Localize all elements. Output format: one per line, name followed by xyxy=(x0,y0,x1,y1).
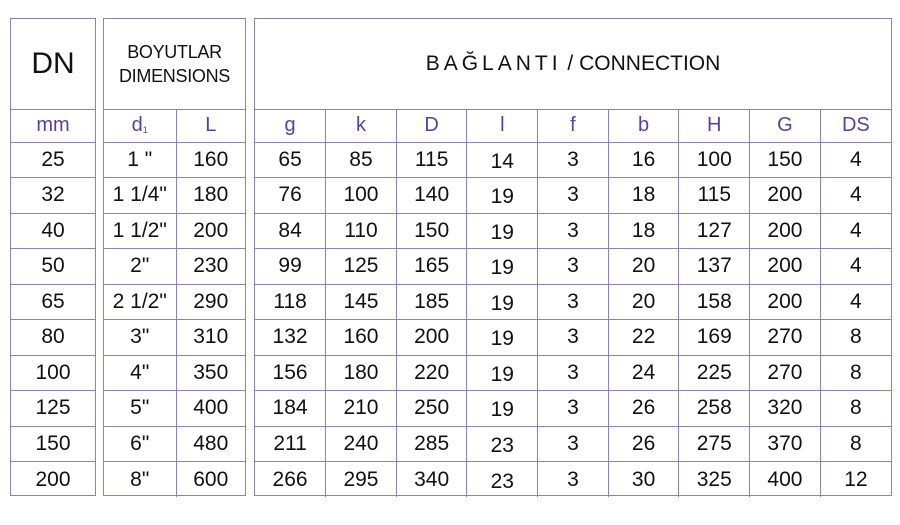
connection-value: 23 xyxy=(490,469,514,493)
connection-cell-b xyxy=(608,284,679,320)
connection-cell-G xyxy=(750,355,821,391)
connection-cell-b xyxy=(608,142,679,178)
connection-value: 125 xyxy=(343,254,379,278)
connection-value: 145 xyxy=(343,289,379,313)
table-row xyxy=(255,462,891,498)
table-row xyxy=(255,213,891,249)
connection-unit-l: l xyxy=(467,109,538,142)
connection-cell-G xyxy=(750,284,821,320)
d1-cell: 3" xyxy=(104,320,176,356)
connection-cell-l xyxy=(467,178,538,214)
connection-cell-l xyxy=(467,284,538,320)
connection-value: 160 xyxy=(343,325,379,349)
connection-value: 400 xyxy=(767,467,803,491)
connection-cell-DS xyxy=(820,391,891,427)
connection-value: 132 xyxy=(272,325,308,349)
connection-value: 165 xyxy=(414,254,450,278)
table-row xyxy=(104,213,245,249)
connection-cell-l xyxy=(467,391,538,427)
connection-value: 270 xyxy=(767,360,803,384)
connection-value: 8 xyxy=(850,431,862,455)
connection-cell-g xyxy=(255,462,326,498)
connection-cell-b xyxy=(608,249,679,285)
connection-value: 4 xyxy=(850,254,862,278)
connection-cell-H xyxy=(679,178,750,214)
L-cell: 600 xyxy=(176,462,245,498)
connection-cell-DS xyxy=(820,178,891,214)
boyutlar-label: BOYUTLAR xyxy=(127,41,222,62)
dn-table xyxy=(11,19,95,497)
connection-separator: / xyxy=(567,51,574,75)
connection-value: 20 xyxy=(631,289,656,313)
table-row xyxy=(11,213,95,249)
connection-value: 258 xyxy=(696,396,732,420)
connection-value: 19 xyxy=(490,398,514,422)
connection-value: 275 xyxy=(696,431,732,455)
connection-cell-D xyxy=(396,142,467,178)
connection-value: 110 xyxy=(344,218,378,242)
connection-value: 370 xyxy=(767,431,803,455)
connection-value: 3 xyxy=(567,147,579,171)
d1-cell: 6" xyxy=(104,426,176,462)
connection-cell-DS xyxy=(820,426,891,462)
table-row xyxy=(11,142,95,178)
connection-value: 30 xyxy=(631,467,656,491)
connection-cell-DS xyxy=(820,355,891,391)
connection-value: 184 xyxy=(272,396,308,420)
table-row xyxy=(11,249,95,285)
connection-cell-DS xyxy=(820,142,891,178)
connection-cell-b xyxy=(608,355,679,391)
connection-cell-g xyxy=(255,355,326,391)
connection-value: 20 xyxy=(631,254,656,278)
connection-unit-D: D xyxy=(396,109,467,142)
connection-label: CONNECTION xyxy=(579,51,721,75)
connection-cell-H xyxy=(679,249,750,285)
connection-cell-DS xyxy=(820,213,891,249)
connection-value: 19 xyxy=(490,291,514,315)
connection-cell-f xyxy=(538,391,609,427)
dn-cell: 65 xyxy=(11,284,95,320)
L-cell: 400 xyxy=(176,391,245,427)
connection-cell-H xyxy=(679,142,750,178)
table-row xyxy=(11,320,95,356)
connection-cell-D xyxy=(396,355,467,391)
connection-cell-b xyxy=(608,178,679,214)
table-row xyxy=(255,355,891,391)
table-row xyxy=(11,426,95,462)
connection-value: 325 xyxy=(696,467,732,491)
connection-header xyxy=(255,19,891,109)
connection-value: 99 xyxy=(278,254,302,278)
connection-value: 211 xyxy=(273,431,307,455)
d1-unit xyxy=(104,109,176,142)
connection-value: 3 xyxy=(567,183,579,207)
L-cell: 230 xyxy=(176,249,245,285)
connection-cell-f xyxy=(538,249,609,285)
connection-value: 210 xyxy=(343,396,379,420)
connection-value: 19 xyxy=(490,220,514,244)
table-row xyxy=(255,391,891,427)
connection-cell-D xyxy=(396,391,467,427)
table-row xyxy=(104,178,245,214)
connection-cell-g xyxy=(255,142,326,178)
connection-value: 3 xyxy=(567,218,579,242)
connection-cell-G xyxy=(750,213,821,249)
connection-value: 3 xyxy=(567,431,579,455)
connection-value: 100 xyxy=(696,147,732,171)
connection-value: 250 xyxy=(414,396,450,420)
connection-cell-k xyxy=(326,142,397,178)
dn-cell: 150 xyxy=(11,426,95,462)
dn-cell: 200 xyxy=(11,462,95,498)
baglanti-label: BAĞLANTI xyxy=(425,51,562,75)
connection-cell-DS xyxy=(820,284,891,320)
connection-value: 22 xyxy=(631,325,656,349)
dimensions-header xyxy=(104,19,245,109)
connection-value: 8 xyxy=(850,396,862,420)
d1-subscript: 1 xyxy=(142,125,148,135)
connection-cell-k xyxy=(326,320,397,356)
connection-value: 295 xyxy=(343,467,379,491)
connection-cell-f xyxy=(538,213,609,249)
table-row xyxy=(255,142,891,178)
connection-value: 19 xyxy=(490,256,514,280)
connection-cell-DS xyxy=(820,249,891,285)
connection-cell-g xyxy=(255,213,326,249)
connection-cell-g xyxy=(255,426,326,462)
connection-cell-b xyxy=(608,462,679,498)
dn-cell: 40 xyxy=(11,213,95,249)
connection-value: 156 xyxy=(272,360,308,384)
table-row xyxy=(11,178,95,214)
connection-value: 185 xyxy=(414,289,450,313)
connection-value: 100 xyxy=(343,183,379,207)
connection-value: 127 xyxy=(696,218,732,242)
dimensions-table xyxy=(104,19,245,497)
connection-value: 23 xyxy=(490,433,514,457)
d1-cell: 1 " xyxy=(104,142,176,178)
connection-cell-D xyxy=(396,320,467,356)
connection-cell-DS xyxy=(820,320,891,356)
d1-cell: 2 1/2" xyxy=(104,284,176,320)
table-row xyxy=(104,142,245,178)
connection-value: 85 xyxy=(349,147,373,171)
connection-cell-l xyxy=(467,426,538,462)
connection-value: 150 xyxy=(767,147,803,171)
table-row xyxy=(11,355,95,391)
connection-value: 200 xyxy=(767,183,803,207)
connection-cell-k xyxy=(326,391,397,427)
connection-value: 8 xyxy=(850,325,862,349)
connection-cell-k xyxy=(326,178,397,214)
table-row xyxy=(104,355,245,391)
connection-value: 150 xyxy=(414,218,450,242)
connection-value: 16 xyxy=(631,147,656,171)
connection-value: 137 xyxy=(696,254,732,278)
dn-cell: 32 xyxy=(11,178,95,214)
connection-cell-g xyxy=(255,391,326,427)
L-cell: 160 xyxy=(176,142,245,178)
connection-value: 115 xyxy=(697,183,731,207)
connection-table xyxy=(255,19,891,497)
connection-unit-f: f xyxy=(538,109,609,142)
connection-cell-k xyxy=(326,462,397,498)
connection-cell-D xyxy=(396,213,467,249)
connection-cell-G xyxy=(750,462,821,498)
connection-cell-f xyxy=(538,426,609,462)
connection-value: 200 xyxy=(767,289,803,313)
connection-cell-G xyxy=(750,320,821,356)
dn-cell: 100 xyxy=(11,355,95,391)
connection-cell-k xyxy=(326,213,397,249)
connection-value: 3 xyxy=(567,360,579,384)
d1-cell: 1 1/2" xyxy=(104,213,176,249)
connection-value: 340 xyxy=(414,467,450,491)
connection-cell-G xyxy=(750,249,821,285)
connection-cell-f xyxy=(538,462,609,498)
connection-value: 84 xyxy=(278,218,302,242)
connection-cell-H xyxy=(679,213,750,249)
dimensions-label: DIMENSIONS xyxy=(118,65,230,86)
connection-cell-D xyxy=(396,284,467,320)
connection-value: 4 xyxy=(850,218,862,242)
connection-cell-b xyxy=(608,391,679,427)
connection-value: 240 xyxy=(343,431,379,455)
connection-value: 285 xyxy=(414,431,450,455)
connection-cell-G xyxy=(750,426,821,462)
connection-value: 4 xyxy=(850,183,862,207)
connection-value: 4 xyxy=(850,147,862,171)
connection-cell-D xyxy=(396,249,467,285)
L-cell: 310 xyxy=(176,320,245,356)
table-row xyxy=(104,249,245,285)
L-cell: 350 xyxy=(176,355,245,391)
L-cell: 290 xyxy=(176,284,245,320)
table-row xyxy=(255,284,891,320)
connection-value: 225 xyxy=(696,360,732,384)
connection-cell-g xyxy=(255,284,326,320)
connection-value: 3 xyxy=(567,254,579,278)
connection-cell-H xyxy=(679,462,750,498)
connection-panel xyxy=(254,18,892,496)
connection-cell-DS xyxy=(820,462,891,498)
connection-cell-D xyxy=(396,178,467,214)
connection-cell-l xyxy=(467,213,538,249)
connection-value: 65 xyxy=(278,147,302,171)
L-cell: 180 xyxy=(176,178,245,214)
connection-value: 18 xyxy=(631,183,656,207)
connection-cell-G xyxy=(750,142,821,178)
d1-cell: 8" xyxy=(104,462,176,498)
d1-cell: 2" xyxy=(104,249,176,285)
connection-cell-f xyxy=(538,320,609,356)
table-row xyxy=(255,320,891,356)
connection-cell-G xyxy=(750,391,821,427)
dimensions-panel xyxy=(103,18,246,496)
connection-cell-l xyxy=(467,249,538,285)
table-row xyxy=(104,426,245,462)
L-cell: 200 xyxy=(176,213,245,249)
connection-value: 180 xyxy=(343,360,379,384)
connection-cell-k xyxy=(326,355,397,391)
connection-cell-g xyxy=(255,249,326,285)
connection-cell-k xyxy=(326,284,397,320)
connection-value: 12 xyxy=(844,467,868,491)
connection-cell-b xyxy=(608,426,679,462)
table-row xyxy=(255,426,891,462)
connection-value: 3 xyxy=(567,325,579,349)
L-unit: L xyxy=(176,109,245,142)
connection-cell-f xyxy=(538,142,609,178)
connection-cell-G xyxy=(750,178,821,214)
connection-value: 18 xyxy=(631,218,656,242)
d1-cell: 1 1/4" xyxy=(104,178,176,214)
connection-cell-H xyxy=(679,355,750,391)
connection-value: 118 xyxy=(273,289,307,313)
connection-value: 26 xyxy=(631,431,656,455)
connection-value: 140 xyxy=(414,183,450,207)
connection-unit-b: b xyxy=(608,109,679,142)
mm-unit: mm xyxy=(11,109,95,142)
L-cell: 480 xyxy=(176,426,245,462)
connection-value: 169 xyxy=(696,325,732,349)
table-row xyxy=(255,249,891,285)
connection-cell-H xyxy=(679,391,750,427)
table-row xyxy=(104,284,245,320)
table-row xyxy=(104,462,245,498)
d1-cell: 4" xyxy=(104,355,176,391)
table-row xyxy=(104,391,245,427)
connection-unit-H: H xyxy=(679,109,750,142)
connection-cell-f xyxy=(538,178,609,214)
connection-unit-DS: DS xyxy=(820,109,891,142)
connection-value: 200 xyxy=(767,254,803,278)
connection-value: 3 xyxy=(567,396,579,420)
connection-value: 115 xyxy=(414,147,449,171)
connection-value: 76 xyxy=(278,183,302,207)
table-row xyxy=(11,284,95,320)
dn-cell: 125 xyxy=(11,391,95,427)
connection-value: 3 xyxy=(567,289,579,313)
connection-value: 220 xyxy=(414,360,450,384)
connection-value: 270 xyxy=(767,325,803,349)
dn-cell: 50 xyxy=(11,249,95,285)
connection-value: 266 xyxy=(272,467,308,491)
connection-cell-l xyxy=(467,142,538,178)
dn-cell: 80 xyxy=(11,320,95,356)
d1-cell: 5" xyxy=(104,391,176,427)
dn-cell: 25 xyxy=(11,142,95,178)
connection-value: 24 xyxy=(631,360,656,384)
table-row xyxy=(104,320,245,356)
connection-value: 19 xyxy=(490,327,514,351)
connection-cell-b xyxy=(608,320,679,356)
connection-unit-g: g xyxy=(255,109,326,142)
connection-cell-k xyxy=(326,249,397,285)
d1-main: d xyxy=(131,114,143,136)
connection-cell-H xyxy=(679,320,750,356)
connection-unit-G: G xyxy=(750,109,821,142)
connection-cell-l xyxy=(467,355,538,391)
connection-cell-g xyxy=(255,178,326,214)
connection-unit-k: k xyxy=(326,109,397,142)
dn-panel xyxy=(10,18,96,496)
connection-value: 4 xyxy=(850,289,862,313)
connection-cell-f xyxy=(538,284,609,320)
connection-cell-f xyxy=(538,355,609,391)
connection-value: 158 xyxy=(696,289,732,313)
connection-cell-D xyxy=(396,462,467,498)
connection-value: 14 xyxy=(490,149,514,173)
connection-value: 19 xyxy=(490,362,514,386)
connection-cell-H xyxy=(679,284,750,320)
connection-value: 200 xyxy=(767,218,803,242)
connection-value: 320 xyxy=(767,396,803,420)
connection-cell-H xyxy=(679,426,750,462)
connection-cell-l xyxy=(467,462,538,498)
table-row xyxy=(11,391,95,427)
connection-value: 26 xyxy=(631,396,656,420)
connection-value: 200 xyxy=(414,325,450,349)
connection-cell-k xyxy=(326,426,397,462)
table-row xyxy=(255,178,891,214)
connection-cell-D xyxy=(396,426,467,462)
connection-value: 8 xyxy=(850,360,862,384)
dn-header: DN xyxy=(11,19,95,109)
connection-cell-g xyxy=(255,320,326,356)
table-row xyxy=(11,462,95,498)
connection-value: 19 xyxy=(490,185,514,209)
connection-cell-l xyxy=(467,320,538,356)
connection-cell-b xyxy=(608,213,679,249)
connection-value: 3 xyxy=(567,467,579,491)
